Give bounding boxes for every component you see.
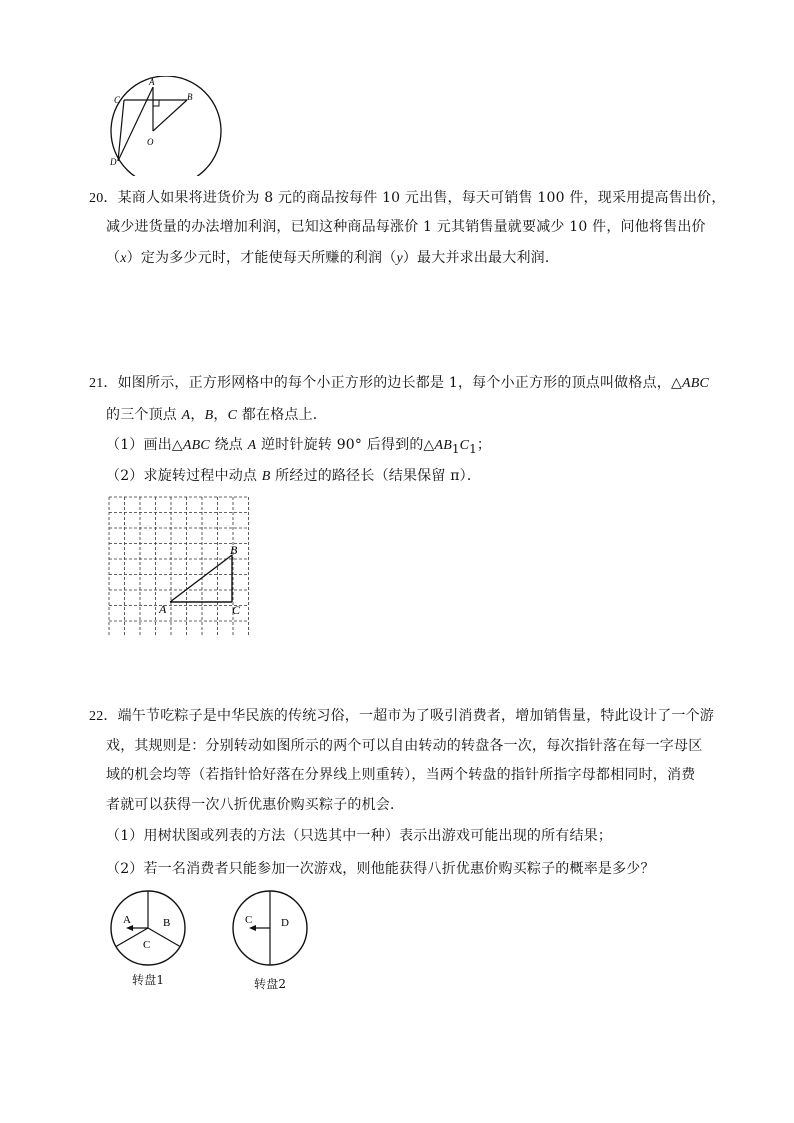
- circle-figure: [100, 76, 230, 176]
- label-a: A: [149, 77, 155, 87]
- label-o: O: [147, 137, 154, 147]
- spinner-1-sector-c: C: [143, 939, 151, 951]
- spinner-2-caption: 转盘2: [254, 977, 287, 991]
- spinner-1-caption: 转盘1: [132, 973, 165, 987]
- right-angle-mark: [153, 100, 159, 106]
- grid-label-c: C: [232, 603, 241, 617]
- q22-number: 22．: [89, 709, 118, 724]
- circle-outline: [111, 76, 221, 176]
- spinner-1-sector-a: A: [123, 914, 131, 926]
- label-d: D: [110, 157, 117, 167]
- q22-part-1: （1）用树状图或列表的方法（只选其中一种）表示出游戏可能出现的所有结果；: [106, 828, 613, 844]
- q22-line-2: 戏，其规则是：分别转动如图所示的两个可以自由转动的转盘各一次，每次指针落在每一字母区: [106, 738, 703, 754]
- q20-line-2: 减少进货量的办法增加利润，已知这种商品每涨价 1 元其销售量就要减少 10 件，问他将售出价: [106, 219, 706, 235]
- segment-cd: [118, 100, 124, 161]
- spinner-1-sector-b: B: [163, 917, 171, 929]
- grid-label-a: A: [159, 602, 167, 616]
- q21-part-2: （2）求旋转过程中动点 B 所经过的路径长（结果保留 π）．: [106, 468, 482, 484]
- spinner-1-divider-right: [148, 928, 180, 947]
- spinner-2-sector-c: C: [245, 914, 253, 926]
- q22-line-3: 域的机会均等（若指针恰好落在分界线上则重转），当两个转盘的指针所指字母都相同时，消费: [106, 767, 696, 783]
- label-b: B: [187, 92, 193, 102]
- segment-ob: [153, 100, 187, 131]
- grid-figure: [108, 496, 250, 636]
- spinner-2: [230, 888, 310, 968]
- q20-line-3: （x）定为多少元时，才能使每天所赚的利润（y）最大并求出最大利润．: [106, 250, 560, 266]
- spinner-1: [108, 888, 188, 968]
- q21-part-1: （1）画出△ABC 绕点 A 逆时针旋转 90° 后得到的$\triangle AB_1C_1$；: [106, 437, 492, 456]
- q22-part-2: （2）若一名消费者只能参加一次游戏，则他能获得八折优惠价购买粽子的概率是多少？: [106, 861, 655, 877]
- dashed-grid: [109, 497, 249, 636]
- q22-line-1: 22．端午节吃粽子是中华民族的传统习俗，一超市为了吸引消费者，增加销售量，特此设计了一个游: [89, 708, 715, 724]
- q21-line-2: 的三个顶点 A，B，C 都在格点上．: [106, 407, 327, 423]
- grid-label-b: B: [230, 543, 238, 557]
- q20-line-1: 20．某商人如果将进货价为 8 元的商品按每件 10 元出售，每天可销售 100 件，现采用提高售出价，: [89, 190, 726, 206]
- spinner-2-sector-d: D: [281, 917, 289, 929]
- q22-line-4: 者就可以获得一次八折优惠价购买粽子的机会．: [106, 797, 405, 813]
- label-c: C: [114, 95, 121, 105]
- segment-ab: [170, 555, 232, 602]
- q21-line-1: 21．如图所示，正方形网格中的每个小正方形的边长都是 1，每个小正方形的顶点叫做格点，△ABC: [89, 375, 709, 391]
- q20-number: 20．: [89, 191, 118, 206]
- q21-number: 21．: [89, 376, 118, 391]
- segment-ad: [118, 87, 153, 161]
